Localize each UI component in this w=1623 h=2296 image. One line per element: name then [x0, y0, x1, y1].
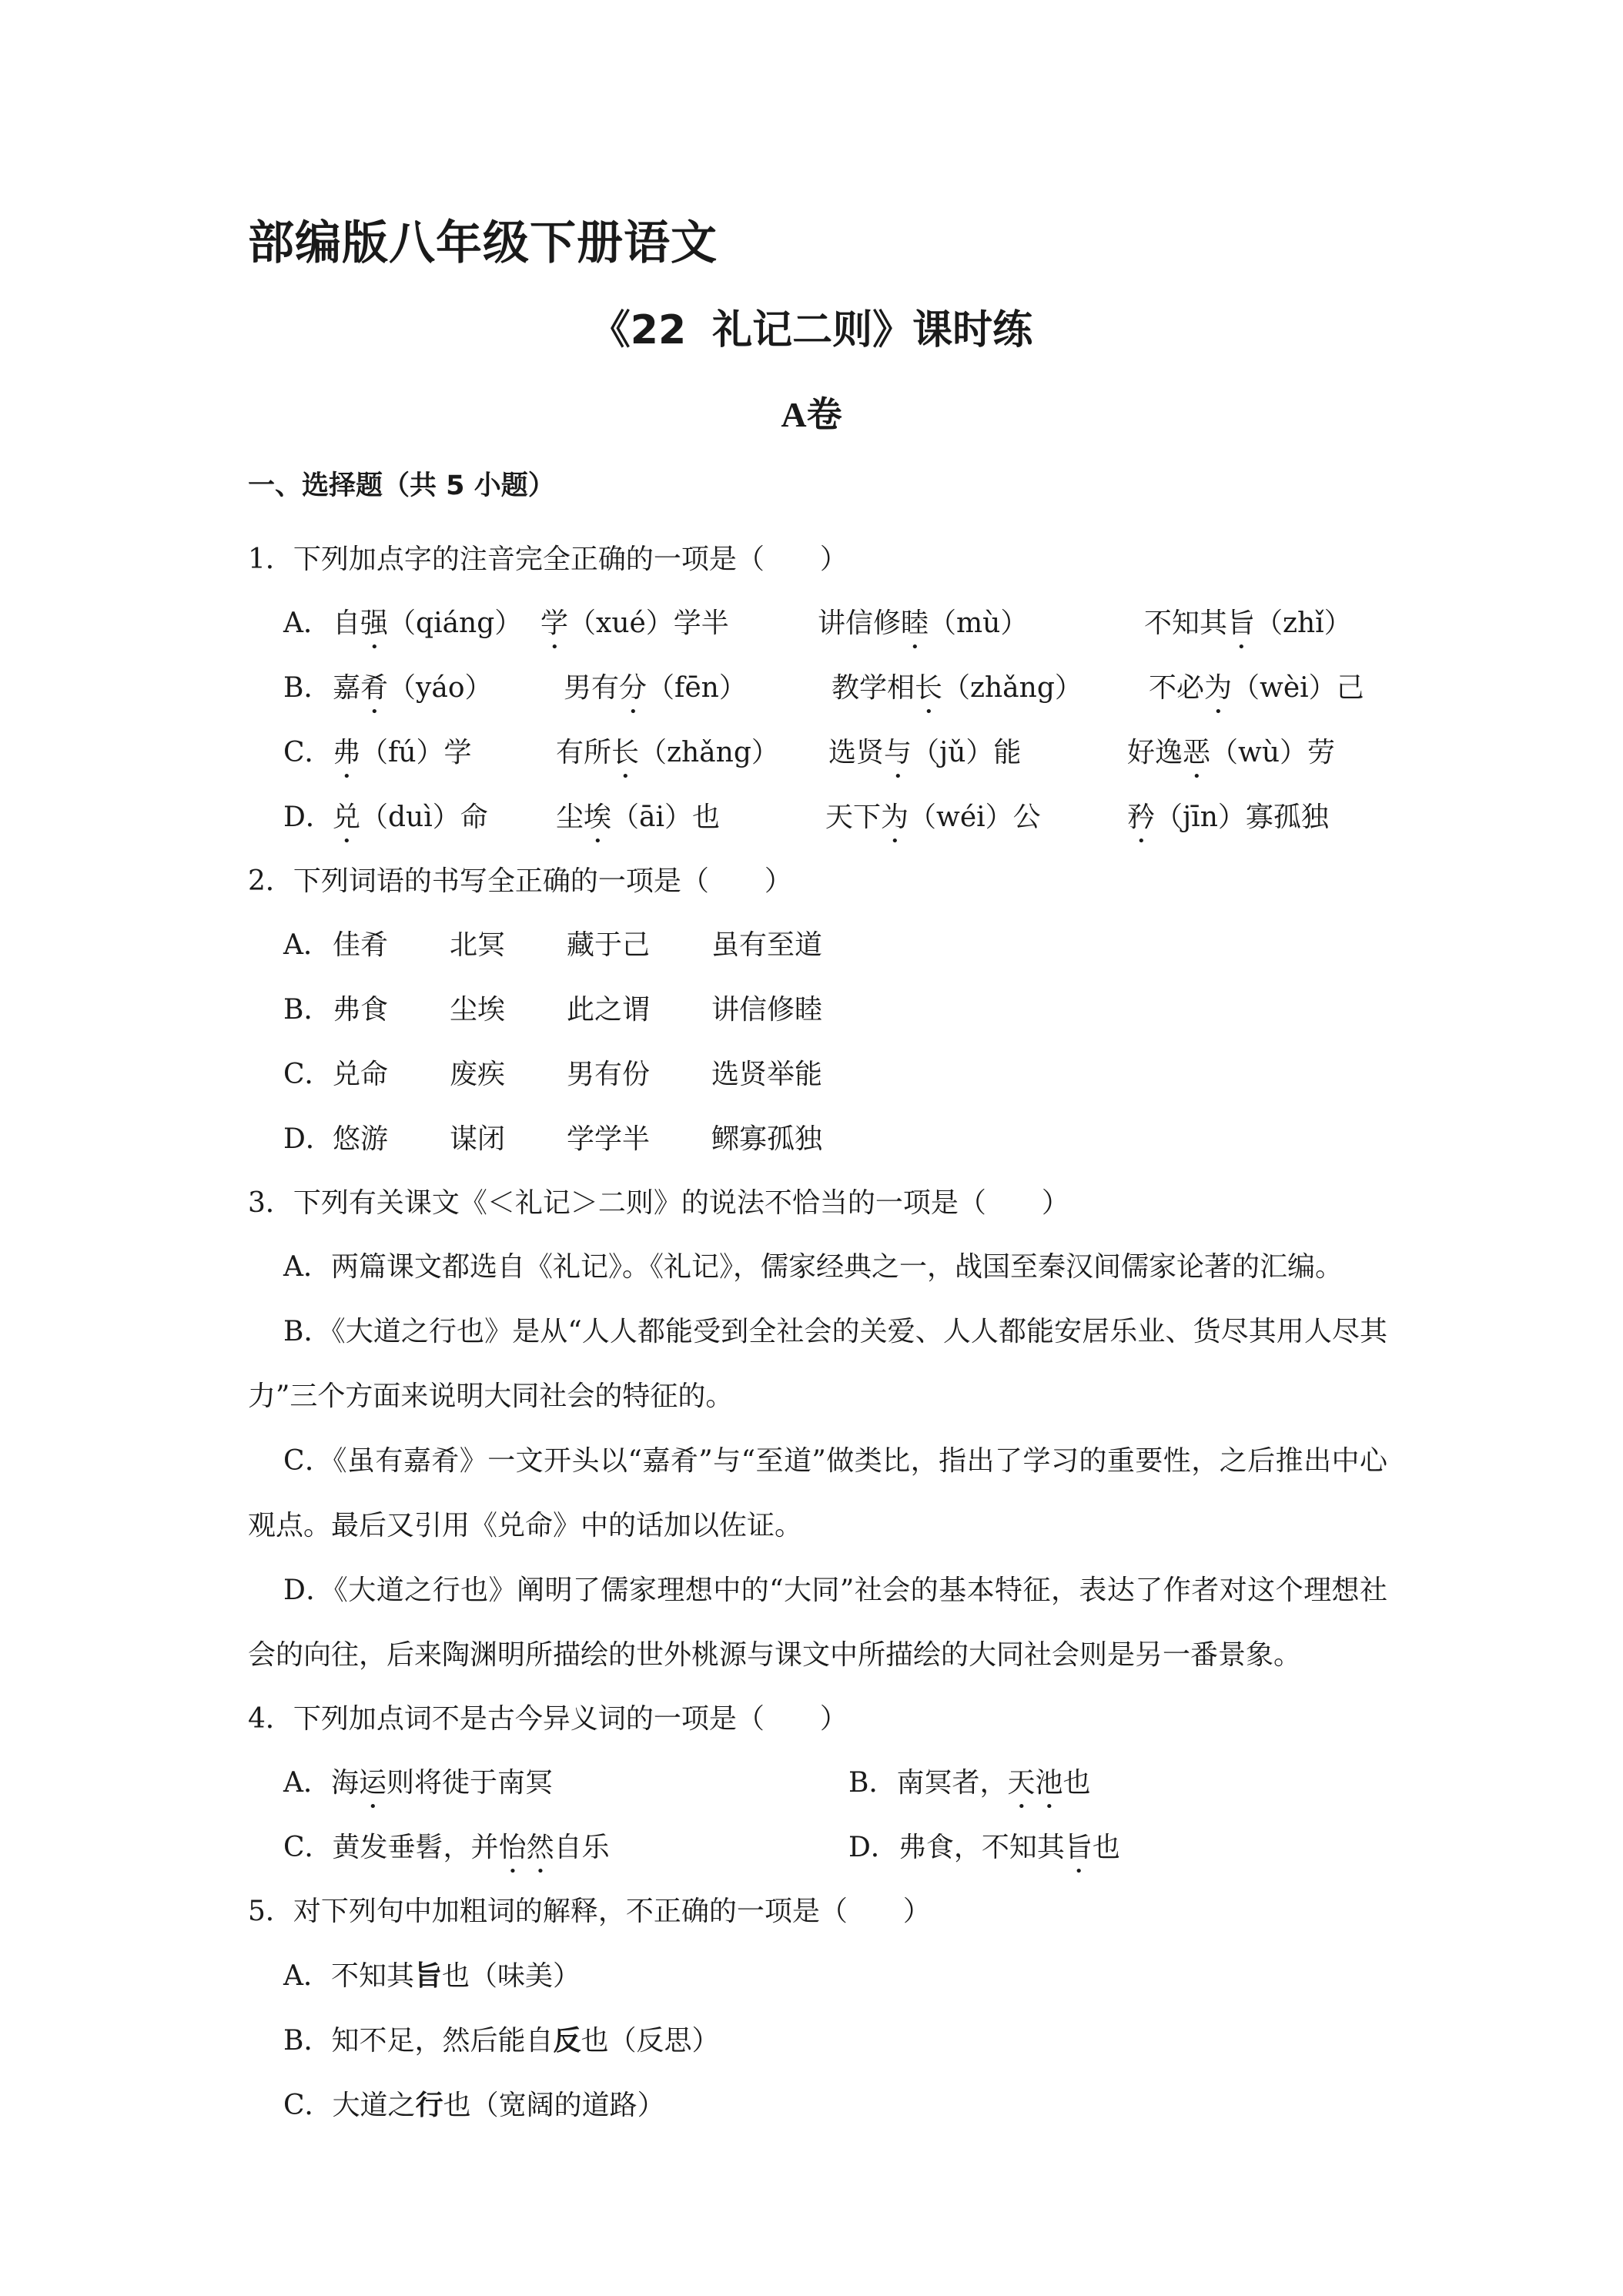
option-a: A．不知其旨也（味美） [283, 1960, 581, 1992]
option-item: 不必为（wèi）己 [1149, 672, 1364, 704]
option-a [248, 913, 1387, 978]
option-label: B． [283, 672, 332, 704]
option-item: 兑（duì）命 [333, 802, 488, 833]
option-word: 此之谓 [567, 994, 651, 1026]
option-word: 兑命 [333, 1059, 389, 1090]
question-stem: 1．下列加点字的注音完全正确的一项是（ ） [248, 544, 848, 575]
option-label: A． [283, 929, 331, 961]
option-item: 有所长（zhǎng） [556, 737, 779, 768]
option-d [248, 785, 1387, 850]
option-item: 不知其旨（zhǐ） [1144, 607, 1352, 639]
option-item: 教学相长（zhǎng） [832, 672, 1083, 704]
lesson-title-number: 《22 [590, 307, 687, 353]
option-c: C．大道之行也（宽阔的道路） [283, 2089, 665, 2121]
option-word: 讲信修睦 [711, 994, 823, 1026]
page-title: 部编版八年级下册语文 [248, 216, 718, 270]
option-word: 尘埃 [450, 994, 506, 1026]
option-item: 学（xué）学半 [540, 607, 729, 639]
option-c: C．《虽有嘉肴》一文开头以“嘉肴”与“至道”做类比，指出了学习的重要性，之后推出中心观点。最后又引用《兑命》中的话加以佐证。 [248, 1445, 1387, 1541]
option-a: A．两篇课文都选自《礼记》。《礼记》，儒家经典之一，战国至秦汉间儒家论著的汇编。 [283, 1251, 1343, 1283]
option-a: A．海运则将徙于南冥 [283, 1767, 554, 1799]
option-d: D．弗食，不知其旨也 [848, 1832, 1120, 1863]
option-item: 讲信修睦（mù） [818, 607, 1029, 639]
option-item: 选贤与（jǔ）能 [828, 737, 1022, 768]
option-b: B．知不足，然后能自反也（反思） [283, 2024, 720, 2057]
option-item: 自强（qiáng） [333, 607, 523, 639]
option-item: 矜（jīn）寡孤独 [1127, 802, 1329, 833]
volume-title: A卷 [781, 395, 842, 434]
option-a [248, 591, 1387, 656]
option-word: 鳏寡孤独 [711, 1123, 823, 1155]
option-label: D． [283, 1123, 333, 1155]
option-item: 尘埃（āi）也 [556, 802, 721, 833]
option-d [248, 1107, 1387, 1172]
option-b: B．南冥者，天池也 [848, 1767, 1091, 1799]
option-word: 选贤举能 [711, 1059, 823, 1090]
option-d: D．《大道之行也》阐明了儒家理想中的“大同”社会的基本特征，表达了作者对这个理想社会的向往，后来陶渊明所描绘的世外桃源与课文中所描绘的大同社会则是另一番景象。 [248, 1575, 1387, 1671]
option-word: 虽有至道 [711, 929, 823, 961]
lesson-title-name: 礼记二则》课时练 [712, 307, 1033, 353]
question-stem: 4．下列加点词不是古今异义词的一项是（ ） [248, 1703, 848, 1735]
option-word: 佳肴 [333, 929, 389, 961]
option-word: 男有份 [567, 1059, 651, 1090]
question-1 [248, 528, 1387, 850]
option-row-ab [248, 1751, 1387, 1816]
question-5 [248, 1880, 1387, 2137]
option-word: 弗食 [333, 994, 389, 1026]
question-2 [248, 850, 1387, 1172]
option-item: 弗（fú）学 [333, 737, 472, 768]
option-word: 谋闭 [450, 1123, 506, 1155]
option-word: 北冥 [450, 929, 506, 961]
exam-body [248, 465, 1387, 2137]
question-stem: 5．对下列句中加粗词的解释，不正确的一项是（ ） [248, 1896, 931, 1927]
lesson-title [0, 297, 1623, 355]
option-word: 学学半 [567, 1123, 651, 1155]
option-item: 男有分（fēn） [564, 672, 747, 704]
option-item: 好逸恶（wù）劳 [1127, 737, 1336, 768]
option-label: C． [283, 1059, 333, 1090]
option-word: 藏于己 [567, 929, 651, 961]
option-label: B． [283, 994, 332, 1026]
option-c: C．黄发垂髫，并怡然自乐 [283, 1832, 610, 1863]
option-b [248, 978, 1387, 1043]
question-3 [248, 1172, 1387, 1688]
option-word: 废疾 [450, 1059, 506, 1090]
option-row-cd [248, 1816, 1387, 1880]
option-c [248, 1043, 1387, 1107]
option-label: C． [283, 737, 333, 768]
question-4 [248, 1688, 1387, 1880]
section-heading: 一、选择题（共 5 小题） [248, 470, 555, 501]
option-label: D． [283, 802, 333, 833]
option-b [248, 656, 1387, 721]
option-item: 天下为（wéi）公 [825, 802, 1041, 833]
option-b: B．《大道之行也》是从“人人都能受到全社会的关爱、人人都能安居乐业、货尽其用人尽其力”三个方面来说明大同社会的特征的。 [248, 1316, 1387, 1412]
option-word: 悠游 [333, 1123, 389, 1155]
option-c [248, 721, 1387, 785]
question-stem: 3．下列有关课文《＜礼记＞二则》的说法不恰当的一项是（ ） [248, 1187, 1069, 1219]
question-stem: 2．下列词语的书写全正确的一项是（ ） [248, 865, 792, 897]
option-label: A． [283, 607, 331, 639]
option-item: 嘉肴（yáo） [333, 672, 493, 704]
